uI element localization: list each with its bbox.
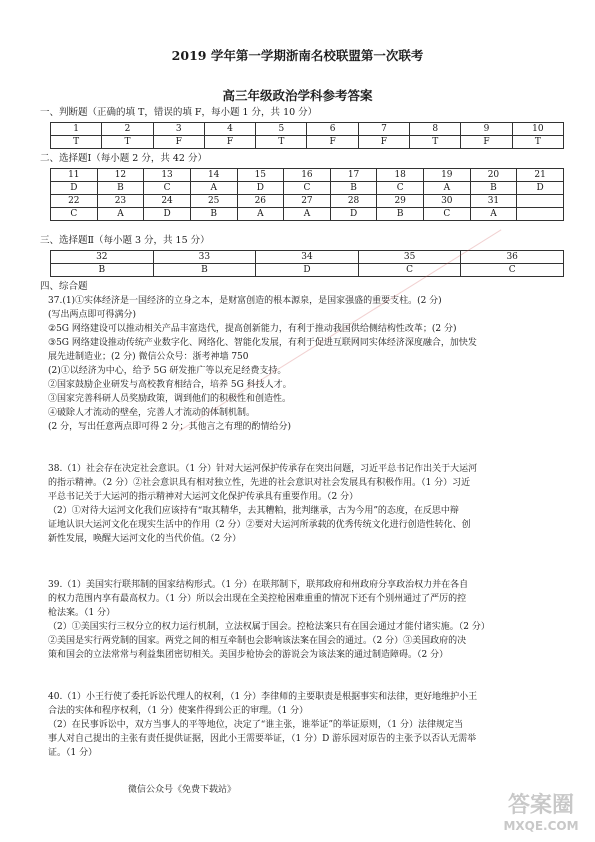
- table-cell: 14: [190, 169, 237, 182]
- table-cell: 2: [102, 123, 153, 136]
- answer-line: 策和国会的立法常常与利益集团密切相关。美国步枪协会的游说会为该法案的通过制造障碍。（2 分）: [48, 650, 449, 660]
- table-cell: F: [358, 136, 409, 149]
- table-cell: 16: [284, 169, 331, 182]
- answer-line: 证。（1 分）: [48, 748, 98, 758]
- table-cell: B: [51, 264, 154, 277]
- table-cell: 8: [410, 123, 461, 136]
- answer-line: 38.（1）社会存在决定社会意识。（1 分）针对大运河保护传承存在突出问题，习近平总书记作出关于大运河: [48, 464, 478, 474]
- table-cell: 4: [204, 123, 255, 136]
- table-row: [51, 136, 564, 149]
- table-row: [51, 195, 564, 208]
- table-cell: 6: [307, 123, 358, 136]
- table-cell: 36: [461, 251, 564, 264]
- answer-line: (写出两点即可得满分): [48, 310, 137, 320]
- answer-line: 的指示精神。（2 分）②社会意识具有相对独立性，先进的社会意识对社会发展具有积极作用。（1 分）习近: [48, 478, 471, 488]
- table-cell: T: [51, 136, 102, 149]
- table-cell: C: [424, 208, 471, 221]
- table-cell: T: [512, 136, 563, 149]
- table-cell: A: [284, 208, 331, 221]
- table-row: [51, 169, 564, 182]
- answer-line: ③国家完善科研人员奖励政策，调到他们的积极性和创造性。: [48, 394, 292, 404]
- table-cell: 35: [358, 251, 461, 264]
- table-cell: B: [470, 182, 517, 195]
- table-cell: F: [461, 136, 512, 149]
- table-cell: T: [256, 136, 307, 149]
- table-cell: D: [517, 182, 564, 195]
- table-cell: 27: [284, 195, 331, 208]
- question-40-answer: [48, 690, 558, 760]
- section-3-heading: 三、选择题Ⅱ（每小题 3 分，共 15 分）: [40, 235, 210, 246]
- table-cell: B: [190, 208, 237, 221]
- page-subtitle: 高三年级政治学科参考答案: [222, 88, 373, 103]
- section-2-heading: 二、选择题Ⅰ（每小题 2 分，共 42 分）: [40, 153, 207, 164]
- table-cell: F: [307, 136, 358, 149]
- table-row: [51, 208, 564, 221]
- answer-line: 合法的实体和程序权利，（1 分）使案件得到公正的审理。（1 分）: [48, 706, 309, 716]
- table-cell: A: [424, 182, 471, 195]
- table-cell: 10: [512, 123, 563, 136]
- table-cell: C: [51, 208, 98, 221]
- table-cell: F: [153, 136, 204, 149]
- table-cell: B: [153, 264, 256, 277]
- table-cell: C: [461, 264, 564, 277]
- table-cell: F: [204, 136, 255, 149]
- table-cell: 24: [144, 195, 191, 208]
- table-cell: A: [190, 182, 237, 195]
- table-cell: 33: [153, 251, 256, 264]
- table-cell: 25: [190, 195, 237, 208]
- table-row: [51, 123, 564, 136]
- table-cell: 32: [51, 251, 154, 264]
- table-row: [51, 251, 564, 264]
- judgement-answer-table: [50, 122, 564, 149]
- section-1-heading: 一、判断题（正确的填 T，错误的填 F，每小题 1 分，共 10 分）: [40, 107, 318, 118]
- answer-line: 40.（1）小王行使了委托诉讼代理人的权利，（1 分）李律师的主要职责是根据事实和法律，更好地维护小王: [48, 692, 478, 702]
- answer-line: （2）①对待大运河文化我们应该持有“取其精华，去其糟粕，批判继承，古为今用”的态度，在反思中辩: [48, 506, 459, 516]
- footer-note: 微信公众号《免费下载站》: [128, 785, 237, 795]
- table-cell: D: [144, 208, 191, 221]
- answer-line: 39.（1）美国实行联邦制的国家结构形式。（1 分）在联邦制下，联邦政府和州政府分享政治权力并在各自: [48, 580, 469, 590]
- table-cell: T: [410, 136, 461, 149]
- svg-text:答案圈: 答案圈: [507, 793, 575, 818]
- table-cell: 7: [358, 123, 409, 136]
- table-cell: C: [284, 182, 331, 195]
- table-cell: A: [470, 208, 517, 221]
- table-cell: A: [237, 208, 284, 221]
- table-cell: D: [51, 182, 98, 195]
- table-cell: D: [237, 182, 284, 195]
- answer-line: ②美国是实行两党制的国家。两党之间的相互牵制也会影响该法案在国会的通过。（2 分）③美国政府的决: [48, 636, 467, 646]
- answer-line: ②5G 网络建设可以推动相关产品丰富迭代，提高创新能力，有利于推动我国供给侧结构性改革；(2 分): [48, 324, 457, 334]
- question-37-answer: [48, 294, 558, 434]
- table-row: [51, 264, 564, 277]
- question-39-answer: [48, 578, 558, 662]
- table-cell: 29: [377, 195, 424, 208]
- table-cell: 20: [470, 169, 517, 182]
- section-4-heading: 四、综合题: [40, 281, 88, 292]
- table-cell: 13: [144, 169, 191, 182]
- answer-line: ③5G 网络建设推动传统产业数字化、网络化、智能化发展，有利于促进互联网同实体经济深度融合，加快发: [48, 338, 477, 348]
- answer-line: ②国家鼓励企业研发与高校教育相结合，培养 5G 科技人才。: [48, 380, 292, 390]
- table-cell: C: [358, 264, 461, 277]
- answer-line: 展先进制造业；(2 分) 微信公众号：浙考神墙 750: [48, 352, 249, 362]
- site-logo: [493, 784, 589, 836]
- table-cell: 5: [256, 123, 307, 136]
- answer-line: 枪法案。（1 分）: [48, 608, 116, 618]
- table-cell: C: [144, 182, 191, 195]
- choice-2-answer-table: [50, 250, 564, 277]
- table-cell: A: [97, 208, 144, 221]
- page-title: 2019 学年第一学期浙南名校联盟第一次联考: [171, 48, 424, 63]
- table-cell: 26: [237, 195, 284, 208]
- table-cell: 34: [256, 251, 359, 264]
- table-cell: 15: [237, 169, 284, 182]
- table-cell: 3: [153, 123, 204, 136]
- answer-line: (2 分，写出任意两点即可得 2 分；其他言之有理的酌情给分): [48, 422, 292, 432]
- table-cell: [517, 195, 564, 208]
- table-cell: 30: [424, 195, 471, 208]
- answer-line: 新性发展，唤醒大运河文化的当代价值。（2 分）: [48, 534, 242, 544]
- table-cell: D: [256, 264, 359, 277]
- table-cell: 22: [51, 195, 98, 208]
- table-cell: 18: [377, 169, 424, 182]
- table-cell: T: [102, 136, 153, 149]
- table-cell: 21: [517, 169, 564, 182]
- choice-1-answer-table: [50, 168, 564, 221]
- table-cell: 31: [470, 195, 517, 208]
- table-cell: 1: [51, 123, 102, 136]
- table-cell: 17: [330, 169, 377, 182]
- answer-line: ④破除人才流动的壁垒，完善人才流动的体制机制。: [48, 408, 256, 418]
- table-row: [51, 182, 564, 195]
- answer-line: 37.(1)①实体经济是一国经济的立身之本，是财富创造的根本源泉，是国家强盛的重要支柱。(2 分): [48, 296, 442, 306]
- question-38-answer: [48, 462, 558, 546]
- table-cell: 23: [97, 195, 144, 208]
- answer-line: 平总书记关于大运河的指示精神对大运河文化保护传承具有重要作用。（2 分）: [48, 492, 359, 502]
- answer-line: （2）在民事诉讼中，双方当事人的平等地位，决定了“谁主张，谁举证”的举证原则，（1 分）法律规定当: [48, 720, 464, 730]
- table-cell: 11: [51, 169, 98, 182]
- answer-line: 证地认识大运河文化在现实生活中的作用（2 分）②要对大运河所承载的优秀传统文化进行创造性转化、创: [48, 520, 471, 530]
- table-cell: [517, 208, 564, 221]
- table-cell: B: [97, 182, 144, 195]
- table-cell: D: [330, 208, 377, 221]
- table-cell: 19: [424, 169, 471, 182]
- table-cell: 9: [461, 123, 512, 136]
- table-cell: 28: [330, 195, 377, 208]
- table-cell: B: [377, 208, 424, 221]
- table-cell: 12: [97, 169, 144, 182]
- table-cell: B: [330, 182, 377, 195]
- answer-line: 的权力范围内享有最高权力。（1 分）所以会出现在全美控枪困难重重的情况下还有个别州通过了严厉的控: [48, 594, 467, 604]
- table-cell: C: [377, 182, 424, 195]
- answer-line: (2)①以经济为中心，给予 5G 研发推广等以充足经费支持。: [48, 366, 287, 376]
- answer-line: 事人对自己提出的主张有责任提供证据，因此小王需要举证，（1 分）D 游乐园对原告的主张予以否认无需举: [48, 734, 477, 744]
- svg-text:MXQE.COM: MXQE.COM: [503, 819, 579, 833]
- answer-line: （2）①美国实行三权分立的权力运行机制，立法权属于国会。控枪法案只有在国会通过才能付诸实施。（2 分）: [48, 622, 490, 632]
